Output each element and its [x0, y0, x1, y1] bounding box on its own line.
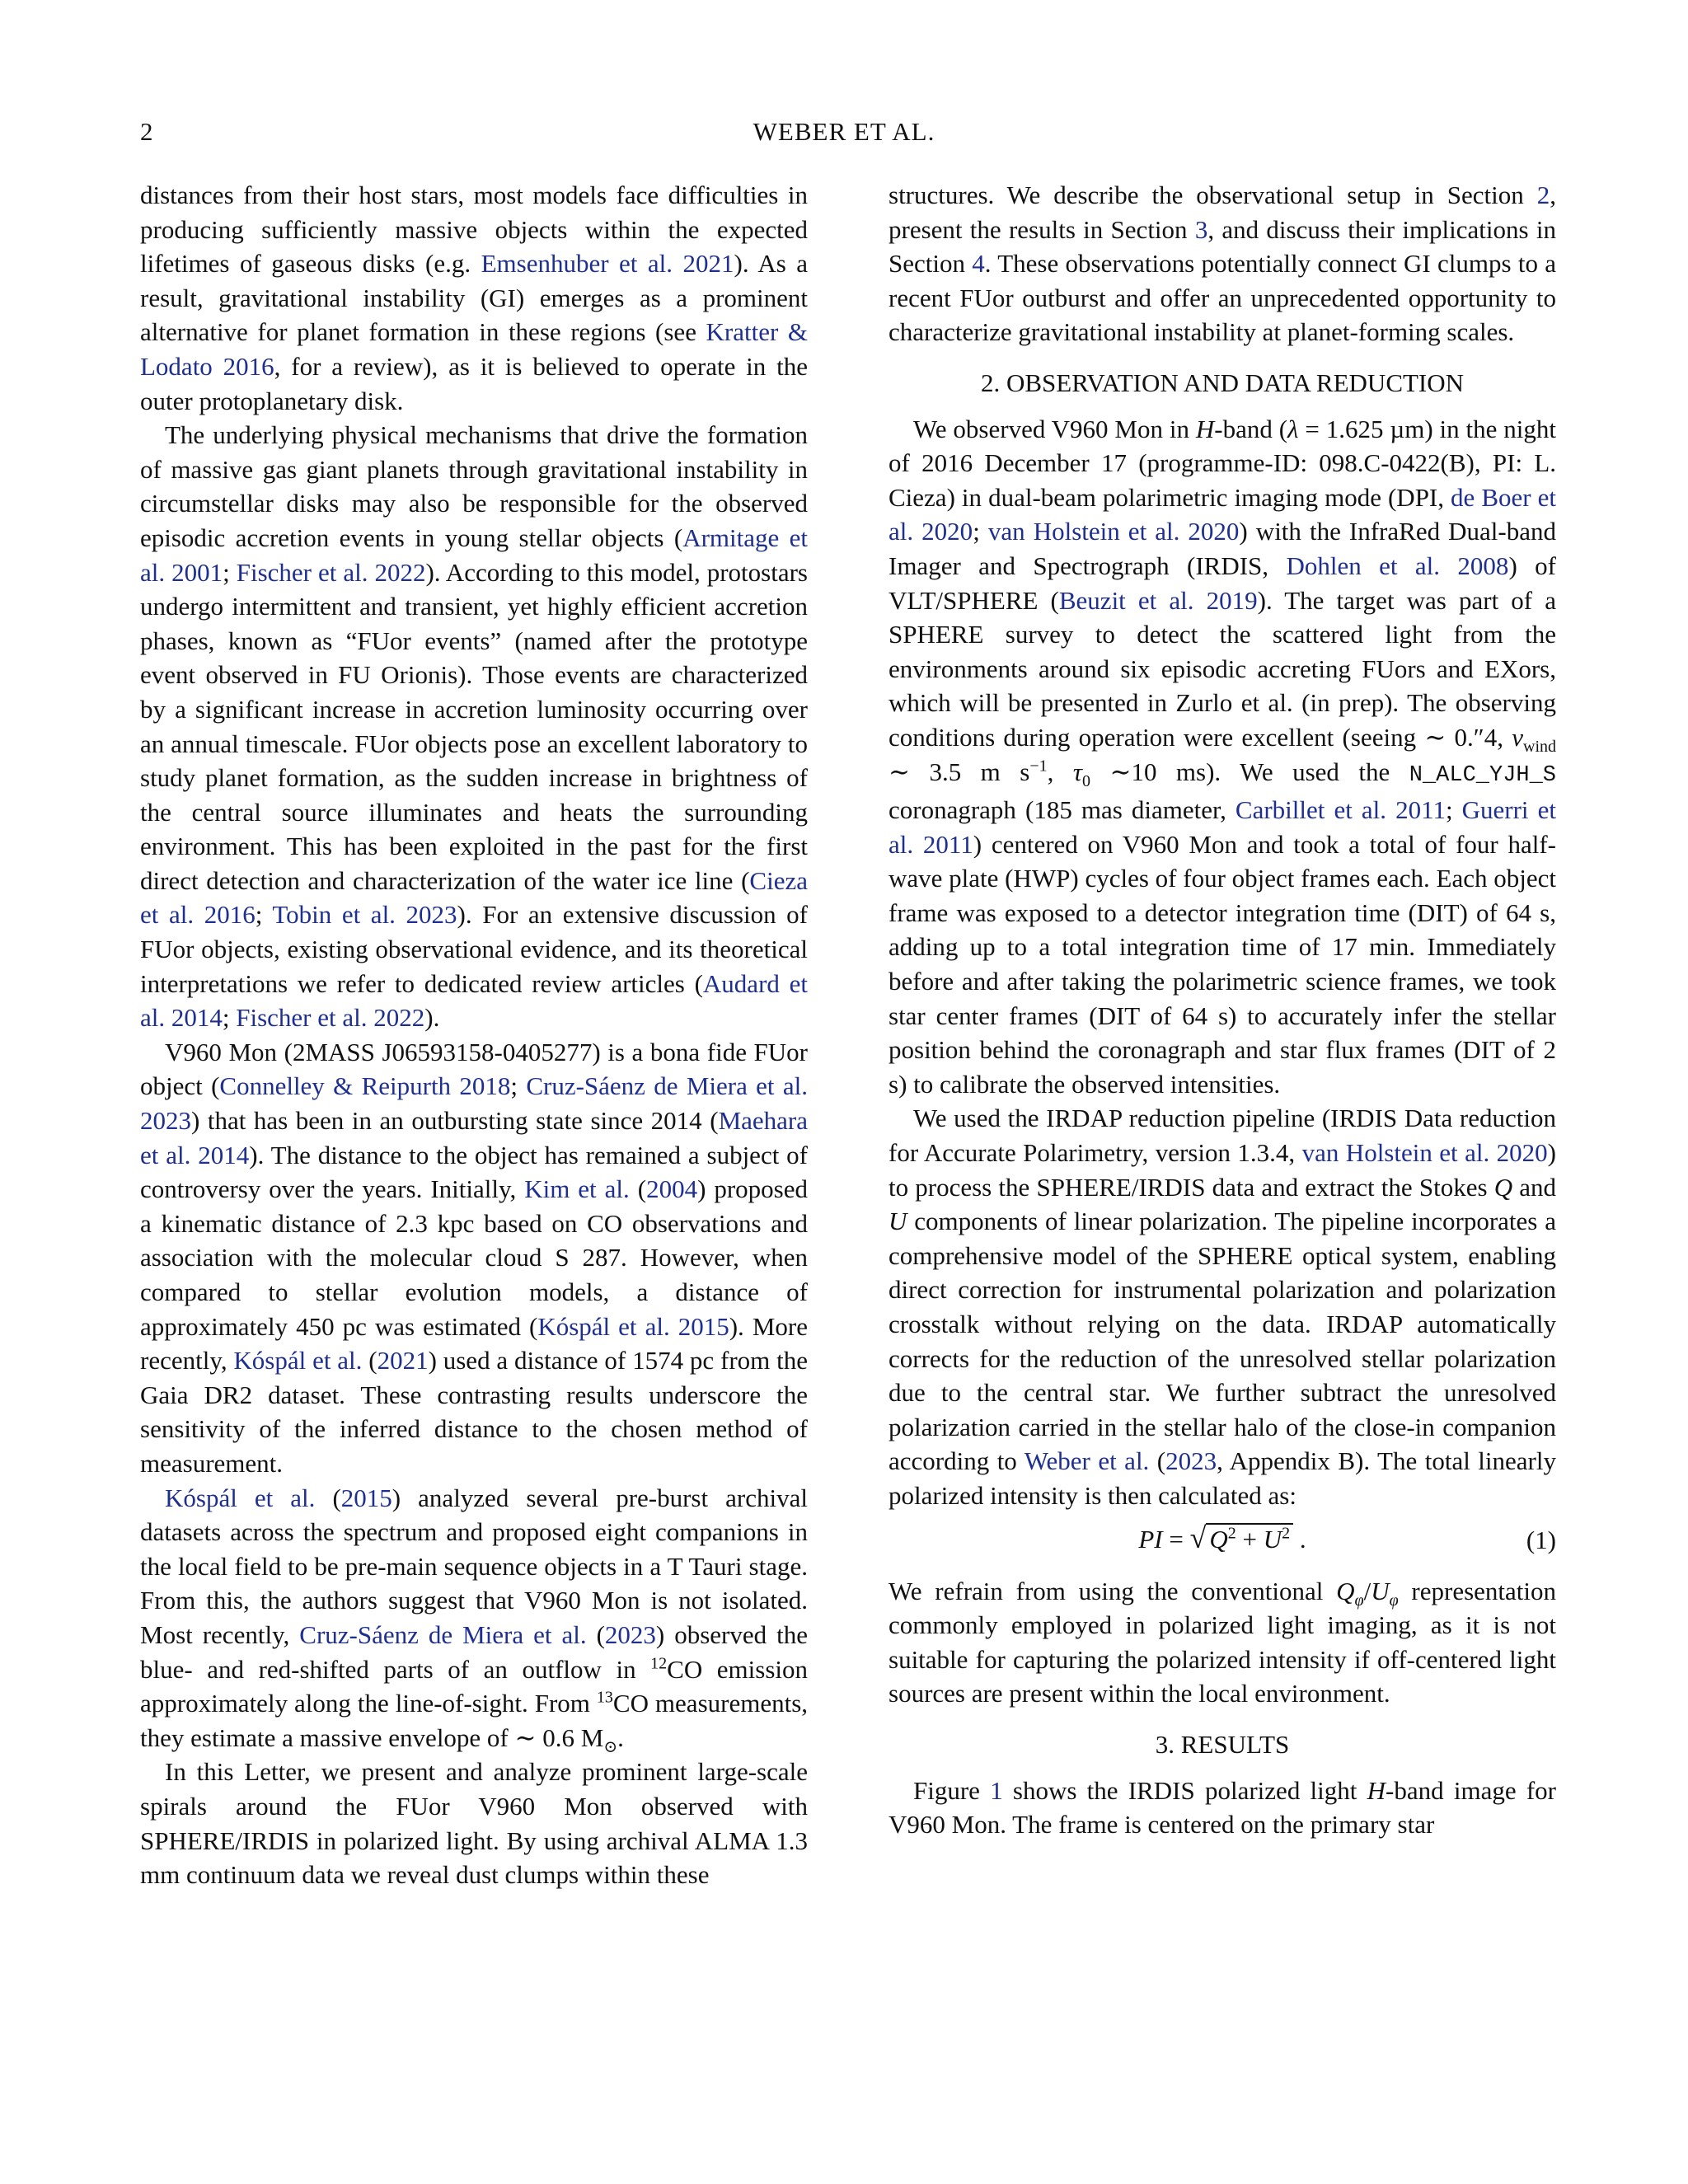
right-column	[889, 178, 1556, 1842]
math-symbol: v	[1512, 722, 1523, 752]
slash: /	[1363, 1576, 1372, 1605]
citation-link[interactable]: Fischer et al. 2022	[236, 557, 426, 587]
left-paragraph-2	[140, 418, 808, 1035]
running-head	[0, 117, 1688, 147]
figure-link[interactable]: 1	[990, 1775, 1003, 1805]
text: (	[362, 1346, 377, 1376]
citation-link[interactable]: Audard et al. 2014	[140, 968, 809, 1033]
equation-equals: =	[1162, 1524, 1190, 1554]
citation-link[interactable]: Tobin et al. 2023	[272, 900, 457, 930]
citation-link[interactable]: Cieza et al. 2016	[140, 865, 808, 930]
citation-link[interactable]: van Holstein et al. 2020	[1301, 1138, 1548, 1168]
text: In this Letter, we present and analyze prominent large-scale spirals around the FUor V960 Mon observed with SPHERE/IRDIS in polarized light. By using archival ALMA 1.3 mm continuum data we reveal dust clumps within these	[140, 1757, 808, 1890]
square-root	[1190, 1521, 1294, 1557]
text: ). The target was part of a SPHERE survey to detect the scattered light from the environments around six episodic accreting FUors and EXors, which will be presented in Zurlo et al. (in prep). The observing conditions during operation were excellent (seeing ∼ 0.″4,	[889, 585, 1556, 752]
text: ) used a distance of 1574 pc from the Gaia DR2 dataset. These contrasting results underscore the sensitivity of the inferred distance to the chosen method of measurement.	[140, 1346, 808, 1478]
math-symbol: Q	[1336, 1576, 1355, 1605]
citation-link[interactable]: Kóspál et al.	[233, 1346, 363, 1376]
text: ). As a result, gravitational instability (GI) emerges as a prominent alternative for planet formation in these regions (see	[140, 249, 809, 347]
citation-link[interactable]: Kóspál et al.	[165, 1483, 316, 1512]
citation-link[interactable]: Carbillet et al. 2011	[1235, 795, 1446, 825]
math-symbol: U	[1263, 1524, 1282, 1554]
math-symbol: τ	[1072, 757, 1082, 786]
text: ∼10 ms). We used the	[1090, 757, 1409, 786]
right-paragraph-2	[889, 412, 1556, 1102]
citation-link[interactable]: Weber et al.	[1024, 1446, 1150, 1476]
text: -band (	[1214, 414, 1288, 443]
citation-link[interactable]: Cruz-Sáenz de Miera et al.	[299, 1619, 587, 1649]
text: coronagraph (185 mas diameter,	[889, 795, 1236, 825]
citation-link[interactable]: Dohlen et al. 2008	[1286, 551, 1509, 580]
citation-link[interactable]: 2004	[646, 1174, 698, 1204]
text: ;	[1445, 795, 1462, 825]
math-symbol: λ	[1287, 414, 1299, 443]
superscript: 12	[650, 1654, 668, 1673]
subscript: φ	[1389, 1591, 1399, 1610]
math-symbol: U	[889, 1207, 907, 1236]
exponent: 2	[1282, 1524, 1291, 1543]
left-column	[140, 178, 808, 1892]
running-head-rest: EBER ET AL.	[777, 117, 935, 146]
text: (	[1149, 1446, 1166, 1476]
text: components of linear polarization. The pipeline incorporates a comprehensive model of the SPHERE optical system, enabling direct correction for instrumental polarization and polarization crosstalk without relying on the data. IRDAP automatically corrects for the reduction of the unresolved stellar polarization due to the central star. We further subtract the unresolved polarization carried in the stellar halo of the close-in companion according to	[889, 1207, 1556, 1476]
equation-number: (1)	[1526, 1525, 1556, 1554]
subscript: wind	[1523, 738, 1556, 757]
equation-1	[889, 1516, 1556, 1568]
text: ). According to this model, protostars undergo intermittent and transient, yet highly efficient accretion phases, known as “FUor events” (named after the prototype event observed in FU Orionis). Those events are characterized by a significant increase in accretion luminosity occurring over an annual timescale. FUor objects pose an excellent laboratory to study planet formation, as the sudden increase in brightness of the central source illuminates and heats the surrounding environment. This has been exploited in the past for the first direct detection and characterization of the water ice line (	[140, 557, 808, 895]
citation-link[interactable]: Kim et al.	[524, 1174, 630, 1204]
text: We used the IRDAP reduction pipeline (IRDIS Data reduction for Accurate Polarimetry, version 1.3.4,	[889, 1104, 1556, 1168]
exponent: 2	[1227, 1524, 1236, 1543]
coronagraph-code: N_ALC_YJH_S	[1409, 762, 1557, 788]
section-heading-results: 3. RESULTS	[1155, 1729, 1290, 1759]
subscript: ⊙	[603, 1737, 618, 1756]
subscript: φ	[1354, 1591, 1364, 1610]
math-symbol: H	[1367, 1775, 1386, 1805]
text: ) proposed a kinematic distance of 2.3 kpc based on CO observations and association with the molecular cloud S 287. However, when compared to stellar evolution models, a distance of approximately 450 pc was estimated (	[140, 1174, 809, 1341]
text: , and discuss their implications in Section	[889, 214, 1556, 279]
citation-link[interactable]: Cruz-Sáenz de Miera et al. 2023	[140, 1071, 808, 1136]
text: structures. We describe the observational setup in Section	[889, 180, 1537, 209]
citation-link[interactable]: Kóspál et al. 2015	[537, 1311, 729, 1341]
equation-lhs: PI	[1138, 1524, 1163, 1554]
text: ) with the InfraRed Dual-band Imager and Spectrograph (IRDIS,	[889, 517, 1556, 580]
text: = 1.625 µm) in the night of 2016 December 17 (programme-ID: 098.C-0422(B), PI: L. Cieza) in dual-beam polarimetric imaging mode (DPI,	[889, 414, 1557, 512]
citation-link[interactable]: Maehara et al. 2014	[140, 1106, 808, 1169]
math-symbol: Q	[1493, 1172, 1513, 1202]
text: Figure	[913, 1775, 991, 1805]
citation-link[interactable]: 2023	[604, 1619, 656, 1649]
text: (	[315, 1483, 341, 1512]
right-paragraph-1	[889, 178, 1556, 349]
text: ,	[1047, 757, 1073, 786]
text: ). The distance to the object has remained a subject of controversy over the years. Initially,	[140, 1140, 809, 1204]
citation-link[interactable]: van Holstein et al. 2020	[987, 517, 1240, 546]
text: -band image for V960 Mon. The frame is centered on the primary star	[889, 1775, 1556, 1840]
text: ;	[510, 1071, 527, 1101]
text: ∼ 3.5 m s	[889, 757, 1030, 786]
text: ) to process the SPHERE/IRDIS data and extract the Stokes	[889, 1138, 1556, 1202]
text: ) that has been in an outbursting state since 2014 (	[191, 1106, 719, 1136]
text: .	[617, 1722, 624, 1752]
equation-end: .	[1293, 1524, 1306, 1554]
text: ).	[424, 1003, 440, 1033]
text: ) centered on V960 Mon and took a total of four half-wave plate (HWP) cycles of four object frames each. Each object frame was exposed to a detector integration time (DIT) of 64 s, adding up to a total integration time of 17 min. Immediately before and after taking the polarimetric science frames, we took star center frames (DIT of 64 s) to accurately infer the stellar position behind the coronagraph and star flux frames (DIT of 2 s) to calibrate the observed intensities.	[889, 829, 1556, 1099]
right-paragraph-5	[889, 1774, 1556, 1842]
citation-link[interactable]: 2021	[377, 1346, 429, 1376]
citation-link[interactable]: Kratter & Lodato 2016	[140, 317, 808, 381]
section-link[interactable]: 3	[1194, 214, 1208, 244]
text: ;	[973, 517, 988, 546]
text: and	[1512, 1172, 1557, 1202]
section-link[interactable]: 2	[1536, 180, 1550, 209]
text: CO emission approximately along the line-of-sight. From	[140, 1654, 808, 1718]
text: V960 Mon (2MASS J06593158-0405277) is a bona fide FUor object (	[140, 1037, 808, 1101]
text: (	[629, 1174, 647, 1204]
text: . These observations potentially connect GI clumps to a recent FUor outburst and offer an unprecedented opportunity to characterize gravitational instability at planet-forming scales.	[889, 249, 1556, 347]
citation-link[interactable]: Guerri et al. 2011	[889, 795, 1556, 859]
text: (	[586, 1619, 605, 1649]
left-paragraph-1	[140, 178, 808, 418]
text: ;	[255, 900, 273, 930]
text: ) observed the blue- and red-shifted parts of an outflow in	[140, 1619, 808, 1684]
citation-link[interactable]: Connelley & Reipurth 2018	[219, 1071, 511, 1101]
citation-link[interactable]: Armitage et al. 2001	[140, 523, 808, 587]
citation-link[interactable]: 2015	[340, 1483, 392, 1512]
text: ). More recently,	[140, 1311, 808, 1376]
text: The underlying physical mechanisms that drive the formation of massive gas giant planets through gravitational instability in circumstellar disks may also be responsible for the observed episodic accretion events in young stellar objects (	[140, 420, 808, 552]
superscript: 13	[596, 1688, 613, 1707]
math-symbol: H	[1195, 414, 1215, 443]
text: shows the IRDIS polarized light	[1002, 1775, 1367, 1805]
text: We observed V960 Mon in	[913, 414, 1196, 443]
text: ) analyzed several pre-burst archival datasets across the spectrum and proposed eight companions in the local field to be pre-main sequence objects in a T Tauri stage. From this, the authors suggest that V960 Mon is not isolated. Most recently,	[140, 1483, 808, 1649]
citation-link[interactable]: Fischer et al. 2022	[236, 1003, 425, 1033]
section-link[interactable]: 4	[972, 249, 985, 279]
text: representation commonly employed in polarized light imaging, as it is not suitable for capturing the polarized intensity if off-centered light sources are present within the local environment.	[889, 1576, 1556, 1708]
text: ;	[223, 557, 237, 587]
radical-sign: √	[1189, 1521, 1207, 1554]
left-paragraph-4	[140, 1481, 808, 1755]
page-number: 2	[140, 117, 153, 146]
citation-link[interactable]: de Boer et al. 2020	[889, 482, 1557, 546]
text: ) of VLT/SPHERE (	[889, 551, 1556, 615]
citation-link[interactable]: Beuzit et al. 2019	[1058, 585, 1258, 615]
equation-body	[889, 1521, 1556, 1557]
text: distances from their host stars, most models face difficulties in producing sufficiently massive objects within the expected lifetimes of gaseous disks (e.g.	[140, 180, 808, 279]
citation-link[interactable]: Emsenhuber et al. 2021	[481, 249, 734, 279]
right-paragraph-3	[889, 1101, 1556, 1512]
math-symbol: U	[1371, 1576, 1390, 1605]
left-paragraph-5	[140, 1755, 808, 1891]
text: , Appendix B). The total linearly polarized intensity is then calculated as:	[889, 1446, 1556, 1510]
right-paragraph-4	[889, 1574, 1556, 1711]
text: ). For an extensive discussion of FUor objects, existing observational evidence, and its theoretical interpretations we refer to dedicated review articles (	[140, 900, 809, 998]
subscript: 0	[1081, 771, 1090, 790]
citation-link[interactable]: 2023	[1165, 1446, 1217, 1476]
text: CO measurements, they estimate a massive envelope of ∼ 0.6 M	[140, 1689, 809, 1752]
superscript: −1	[1029, 757, 1048, 776]
operator: +	[1236, 1524, 1264, 1554]
radicand	[1206, 1523, 1293, 1554]
text: , for a review), as it is believed to operate in the outer protoplanetary disk.	[140, 351, 808, 415]
text: ;	[222, 1003, 237, 1033]
section-heading-observation: 2. OBSERVATION AND DATA REDUCTION	[980, 368, 1465, 397]
text: We refrain from using the conventional	[889, 1576, 1337, 1605]
text: , present the results in Section	[889, 180, 1556, 244]
running-head-initial: W	[753, 117, 778, 146]
math-symbol: Q	[1209, 1524, 1228, 1554]
left-paragraph-3	[140, 1035, 808, 1481]
